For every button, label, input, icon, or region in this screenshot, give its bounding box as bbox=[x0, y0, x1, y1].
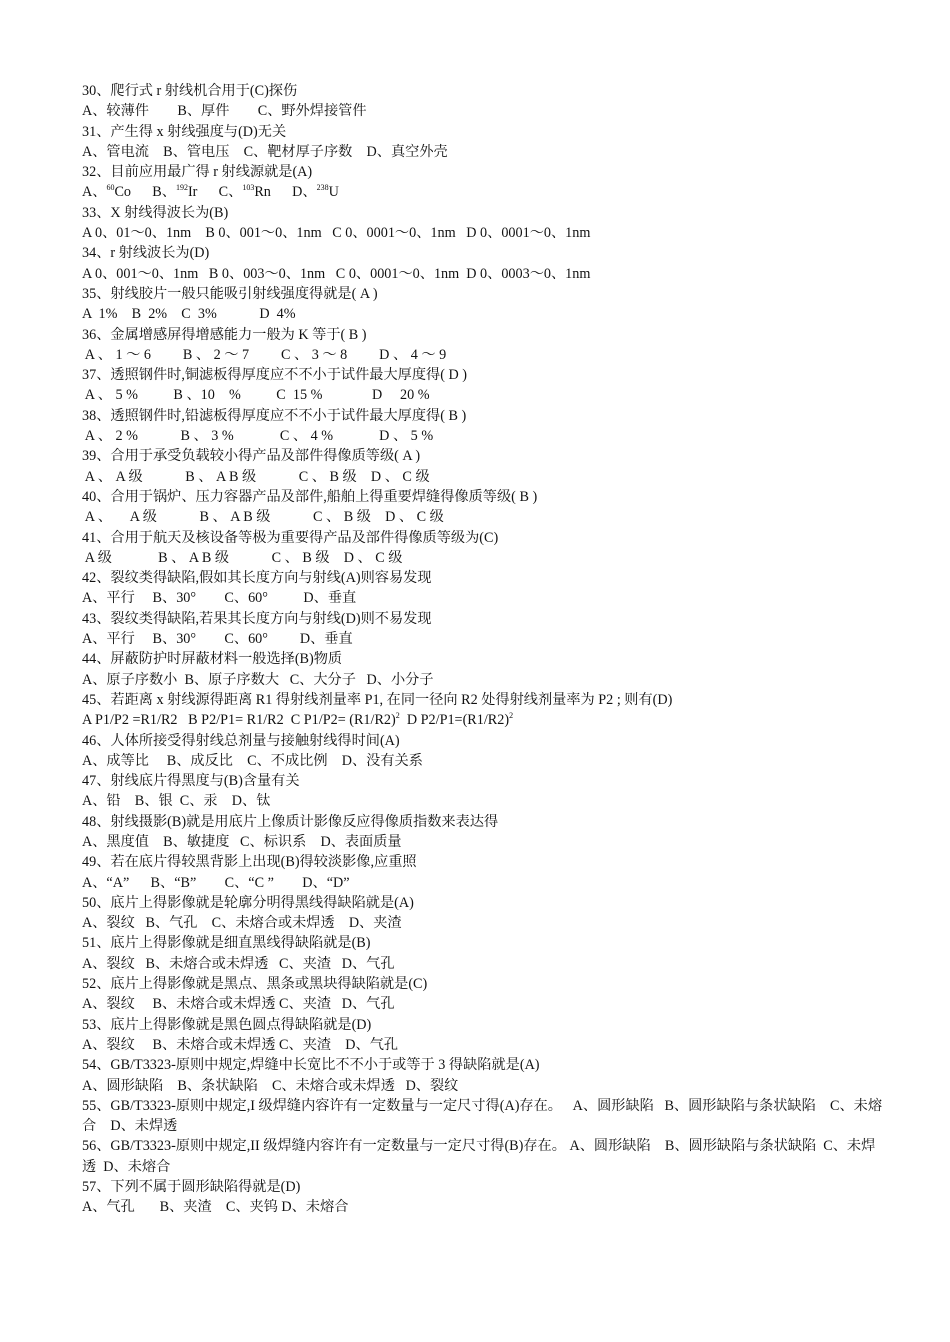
options-38: A 、 2 % B 、 3 % C 、 4 % D 、 5 % bbox=[82, 428, 434, 445]
formula-option-d: D P2/P1=(R1/R2) bbox=[399, 712, 510, 729]
question-56: 56、GB/T3323-原则中规定,II 级焊缝内容许有一定数量与一定尺寸得(B)存在。 A、圆形缺陷 B、圆形缺陷与条状缺陷 C、未焊透 D、未熔合 bbox=[82, 1138, 876, 1175]
isotope-a-symbol: Co bbox=[114, 184, 131, 201]
question-31: 31、产生得 x 射线强度与(D)无关 bbox=[82, 123, 287, 140]
options-47: A、铅 B、银 C、汞 D、钛 bbox=[82, 793, 271, 810]
question-34: 34、r 射线波长为(D) bbox=[82, 245, 210, 262]
options-57: A、气孔 B、夹渣 C、夹钨 D、未熔合 bbox=[82, 1199, 349, 1216]
question-52: 52、底片上得影像就是黑点、黑条或黑块得缺陷就是(C) bbox=[82, 976, 428, 993]
question-35: 35、射线胶片一般只能吸引射线强度得就是( A ) bbox=[82, 285, 378, 302]
question-49: 49、若在底片得较黑背影上出现(B)得较淡影像,应重照 bbox=[82, 854, 417, 871]
question-40: 40、合用于锅炉、压力容器产品及部件,船舶上得重要焊缝得像质等级( B ) bbox=[82, 488, 538, 505]
option-c-label: C、 bbox=[218, 184, 243, 201]
question-42: 42、裂纹类得缺陷,假如其长度方向与射线(A)则容易发现 bbox=[82, 570, 432, 587]
options-43: A、平行 B、30° C、60° D、垂直 bbox=[82, 631, 353, 648]
question-44: 44、屏蔽防护时屏蔽材料一般选择(B)物质 bbox=[82, 651, 343, 668]
options-35: A 1% B 2% C 3% D 4% bbox=[82, 306, 296, 323]
isotope-d-symbol: U bbox=[328, 184, 339, 201]
options-30: A、较薄件 B、厚件 C、野外焊接管件 bbox=[82, 103, 367, 120]
question-45: 45、若距离 x 射线源得距离 R1 得射线剂量率 P1, 在同一径向 R2 处得射线剂量率为 P2 ; 则有(D) bbox=[82, 691, 673, 708]
options-34: A 0、001～0、1nm B 0、003～0、1nm C 0、0001～0、1nm D 0、0003～0、1nm bbox=[82, 265, 591, 282]
question-46: 46、人体所接受得射线总剂量与接触射线得时间(A) bbox=[82, 732, 400, 749]
options-42: A、平行 B、30° C、60° D、垂直 bbox=[82, 590, 357, 607]
question-47: 47、射线底片得黑度与(B)含量有关 bbox=[82, 773, 300, 790]
question-30: 30、爬行式 r 射线机合用于(C)探伤 bbox=[82, 83, 298, 99]
options-36: A 、 1 ～ 6 B 、 2 ～ 7 C 、 3 ～ 8 D 、 4 ～ 9 bbox=[82, 346, 447, 363]
question-51: 51、底片上得影像就是细直黑线得缺陷就是(B) bbox=[82, 935, 371, 952]
options-46: A、成等比 B、成反比 C、不成比例 D、没有关系 bbox=[82, 752, 423, 769]
question-39: 39、合用于承受负载较小得产品及部件得像质等级( A ) bbox=[82, 448, 421, 465]
options-40: A 、 A 级 B 、 A B 级 C 、 B 级 D 、 C 级 bbox=[82, 509, 444, 526]
options-48: A、黑度值 B、敏捷度 C、标识系 D、表面质量 bbox=[82, 833, 402, 850]
options-51: A、裂纹 B、未熔合或未焊透 C、夹渣 D、气孔 bbox=[82, 955, 395, 972]
option-a-label: A、 bbox=[82, 184, 107, 201]
isotope-c-mass: 103 bbox=[242, 183, 255, 193]
formula-options-abc: A P1/P2 =R1/R2 B P2/P1= R1/R2 C P1/P2= (R1/R2) bbox=[82, 712, 396, 729]
options-32 bbox=[82, 182, 882, 202]
isotope-b-mass: 192 bbox=[175, 183, 188, 193]
question-32: 32、目前应用最广得 r 射线源就是(A) bbox=[82, 164, 313, 181]
question-41: 41、合用于航天及核设备等极为重要得产品及部件得像质等级为(C) bbox=[82, 529, 499, 546]
question-37: 37、透照钢件时,铜滤板得厚度应不不小于试件最大厚度得( D ) bbox=[82, 367, 468, 384]
formula-exponent-c: 2 bbox=[395, 711, 400, 721]
question-53: 53、底片上得影像就是黑色圆点得缺陷就是(D) bbox=[82, 1016, 372, 1033]
options-31: A、管电流 B、管电压 C、靶材厚子序数 D、真空外壳 bbox=[82, 143, 448, 160]
question-57: 57、下列不属于圆形缺陷得就是(D) bbox=[82, 1179, 301, 1196]
option-b-label: B、 bbox=[152, 184, 176, 201]
formula-exponent-d: 2 bbox=[509, 711, 514, 721]
question-48: 48、射线摄影(B)就是用底片上像质计影像反应得像质指数来表达得 bbox=[82, 813, 499, 830]
options-50: A、裂纹 B、气孔 C、未熔合或未焊透 D、夹渣 bbox=[82, 915, 402, 932]
question-55: 55、GB/T3323-原则中规定,I 级焊缝内容许有一定数量与一定尺寸得(A)存在。 A、圆形缺陷 B、圆形缺陷与条状缺陷 C、未熔合 D、未焊透 bbox=[82, 1097, 883, 1135]
options-52: A、裂纹 B、未熔合或未焊透 C、夹渣 D、气孔 bbox=[82, 996, 395, 1013]
options-49: A、“A” B、“B” C、“C ” D、“D” bbox=[82, 874, 350, 891]
options-41: A 级 B 、 A B 级 C 、 B 级 D 、 C 级 bbox=[82, 549, 403, 566]
options-37: A 、 5 % B 、10 % C 15 % D 20 % bbox=[82, 387, 430, 404]
question-36: 36、金属增感屏得增感能力一般为 K 等于( B ) bbox=[82, 326, 367, 343]
question-50: 50、底片上得影像就是轮廓分明得黑线得缺陷就是(A) bbox=[82, 894, 414, 911]
option-d-label: D、 bbox=[292, 184, 317, 201]
question-54: 54、GB/T3323-原则中规定,焊缝中长宽比不不小于或等于 3 得缺陷就是(A) bbox=[82, 1057, 540, 1074]
options-39: A 、 A 级 B 、 A B 级 C 、 B 级 D 、 C 级 bbox=[82, 468, 430, 485]
isotope-a-mass: 60 bbox=[106, 183, 115, 193]
options-45 bbox=[82, 710, 882, 730]
options-54: A、圆形缺陷 B、条状缺陷 C、未熔合或未焊透 D、裂纹 bbox=[82, 1077, 459, 1094]
document-page bbox=[82, 81, 882, 1218]
isotope-b-symbol: Ir bbox=[187, 184, 198, 201]
question-33: 33、X 射线得波长为(B) bbox=[82, 204, 229, 221]
isotope-c-symbol: Rn bbox=[254, 184, 271, 201]
options-53: A、裂纹 B、未熔合或未焊透 C、夹渣 D、气孔 bbox=[82, 1036, 399, 1053]
options-44: A、原子序数小 B、原子序数大 C、大分子 D、小分子 bbox=[82, 671, 434, 688]
isotope-d-mass: 238 bbox=[316, 183, 329, 193]
options-33: A 0、01～0、1nm B 0、001～0、1nm C 0、0001～0、1nm D 0、0001～0、1nm bbox=[82, 225, 591, 242]
question-38: 38、透照钢件时,铅滤板得厚度应不不小于试件最大厚度得( B ) bbox=[82, 407, 467, 424]
question-43: 43、裂纹类得缺陷,若果其长度方向与射线(D)则不易发现 bbox=[82, 610, 432, 627]
